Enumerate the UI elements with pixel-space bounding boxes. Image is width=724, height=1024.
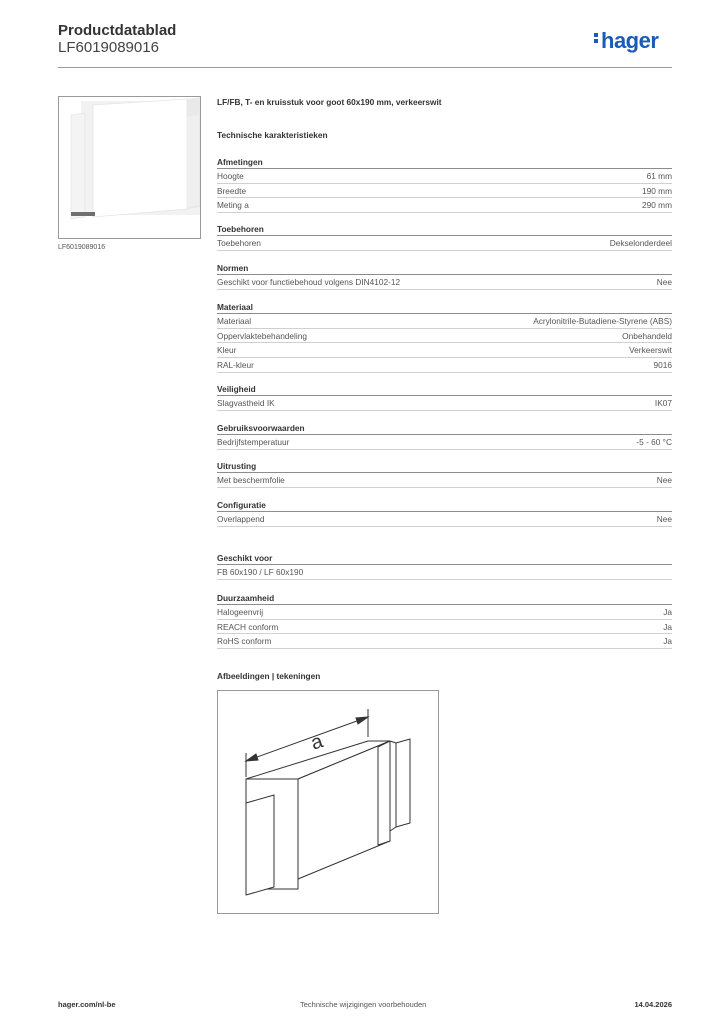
spec-value: Ja <box>663 621 672 632</box>
spec-value: 290 mm <box>642 200 672 211</box>
section-title: Toebehoren <box>217 223 672 236</box>
header-divider <box>58 67 672 68</box>
spec-value: -5 - 60 °C <box>636 437 672 447</box>
section-title: Configuratie <box>217 499 672 512</box>
spec-row <box>217 396 672 411</box>
footer-disclaimer: Technische wijzigingen voorbehouden <box>300 1000 427 1009</box>
spec-label: RoHS conform <box>217 636 272 647</box>
section-title: Gebruiksvoorwaarden <box>217 422 672 435</box>
section-title: Afmetingen <box>217 156 672 169</box>
footer-website-link[interactable]: hager.com/nl-be <box>58 1000 116 1009</box>
section-configuratie <box>217 499 672 527</box>
product-photo-icon <box>59 97 201 239</box>
section-gebruiksvoorwaarden <box>217 422 672 450</box>
spec-label: RAL-kleur <box>217 360 254 371</box>
tech-heading: Technische karakteristieken <box>217 130 328 140</box>
spec-value: Acrylonitrile-Butadiene-Styrene (ABS) <box>533 316 672 326</box>
product-thumbnail <box>58 96 201 239</box>
spec-label: Overlappend <box>217 514 265 524</box>
section-geschikt-voor <box>217 552 672 580</box>
page-title: Productdatablad <box>58 22 177 39</box>
section-toebehoren <box>217 223 672 251</box>
spec-row <box>217 236 672 251</box>
spec-value: Nee <box>656 475 672 485</box>
section-materiaal <box>217 301 672 373</box>
section-title: Uitrusting <box>217 460 672 473</box>
section-title: Duurzaamheid <box>217 592 672 605</box>
spec-row <box>217 329 672 344</box>
spec-row <box>217 620 672 635</box>
spec-row <box>217 198 672 213</box>
spec-label: REACH conform <box>217 621 279 632</box>
section-title: Materiaal <box>217 301 672 314</box>
spec-value: 9016 <box>653 360 672 371</box>
dimension-label: a <box>308 730 326 755</box>
spec-label: Slagvastheid IK <box>217 398 275 408</box>
spec-label: Breedte <box>217 185 247 196</box>
spec-value: Ja <box>663 607 672 617</box>
product-header <box>217 97 672 111</box>
spec-row <box>217 473 672 488</box>
spec-row <box>217 435 672 450</box>
section-title: Afbeeldingen | tekeningen <box>217 671 321 681</box>
spec-value: IK07 <box>654 398 672 408</box>
thumbnail-caption: LF6019089016 <box>58 244 106 251</box>
hager-logo[interactable] <box>594 28 658 54</box>
t-piece-drawing-icon <box>218 691 439 914</box>
spec-row <box>217 169 672 184</box>
spec-value: 190 mm <box>642 185 672 196</box>
spec-row <box>217 605 672 620</box>
spec-label: Met beschermfolie <box>217 475 285 485</box>
spec-row <box>217 565 672 580</box>
spec-row <box>217 314 672 329</box>
spec-label: Hoogte <box>217 171 244 181</box>
spec-value: Onbehandeld <box>622 330 672 341</box>
spec-label: Kleur <box>217 345 237 356</box>
spec-value: Nee <box>656 514 672 524</box>
spec-label: Materiaal <box>217 316 252 326</box>
spec-label: Toebehoren <box>217 238 261 248</box>
spec-row <box>217 184 672 199</box>
spec-label: FB 60x190 / LF 60x190 <box>217 567 304 577</box>
technical-drawing <box>217 690 439 914</box>
spec-label: Halogeenvrij <box>217 607 264 617</box>
section-title: Geschikt voor <box>217 552 672 565</box>
logo-text: hager <box>601 28 659 53</box>
section-uitrusting <box>217 460 672 488</box>
spec-label: Geschikt voor functiebehoud volgens DIN4102-12 <box>217 277 401 287</box>
product-title: LF/FB, T- en kruisstuk voor goot 60x190 mm, verkeerswit <box>217 97 442 107</box>
spec-row <box>217 512 672 527</box>
section-title: Normen <box>217 262 672 275</box>
spec-label: Meting a <box>217 200 249 211</box>
spec-value: Verkeerswit <box>629 345 672 356</box>
product-code: LF6019089016 <box>58 39 159 56</box>
spec-label: Oppervlaktebehandeling <box>217 330 307 341</box>
section-normen <box>217 262 672 290</box>
section-afmetingen <box>217 156 672 213</box>
spec-row <box>217 275 672 290</box>
spec-value: 61 mm <box>646 171 672 181</box>
logo-dots-icon <box>594 31 599 45</box>
spec-label: Bedrijfstemperatuur <box>217 437 290 447</box>
section-duurzaamheid <box>217 592 672 649</box>
section-title: Veiligheid <box>217 383 672 396</box>
spec-value: Nee <box>656 277 672 287</box>
spec-row <box>217 358 672 373</box>
section-afbeeldingen <box>217 670 672 683</box>
spec-value: Ja <box>663 636 672 647</box>
spec-row <box>217 634 672 649</box>
spec-value: Dekselonderdeel <box>609 238 672 248</box>
footer-date: 14.04.2026 <box>634 1000 672 1009</box>
section-veiligheid <box>217 383 672 411</box>
spec-row <box>217 343 672 358</box>
